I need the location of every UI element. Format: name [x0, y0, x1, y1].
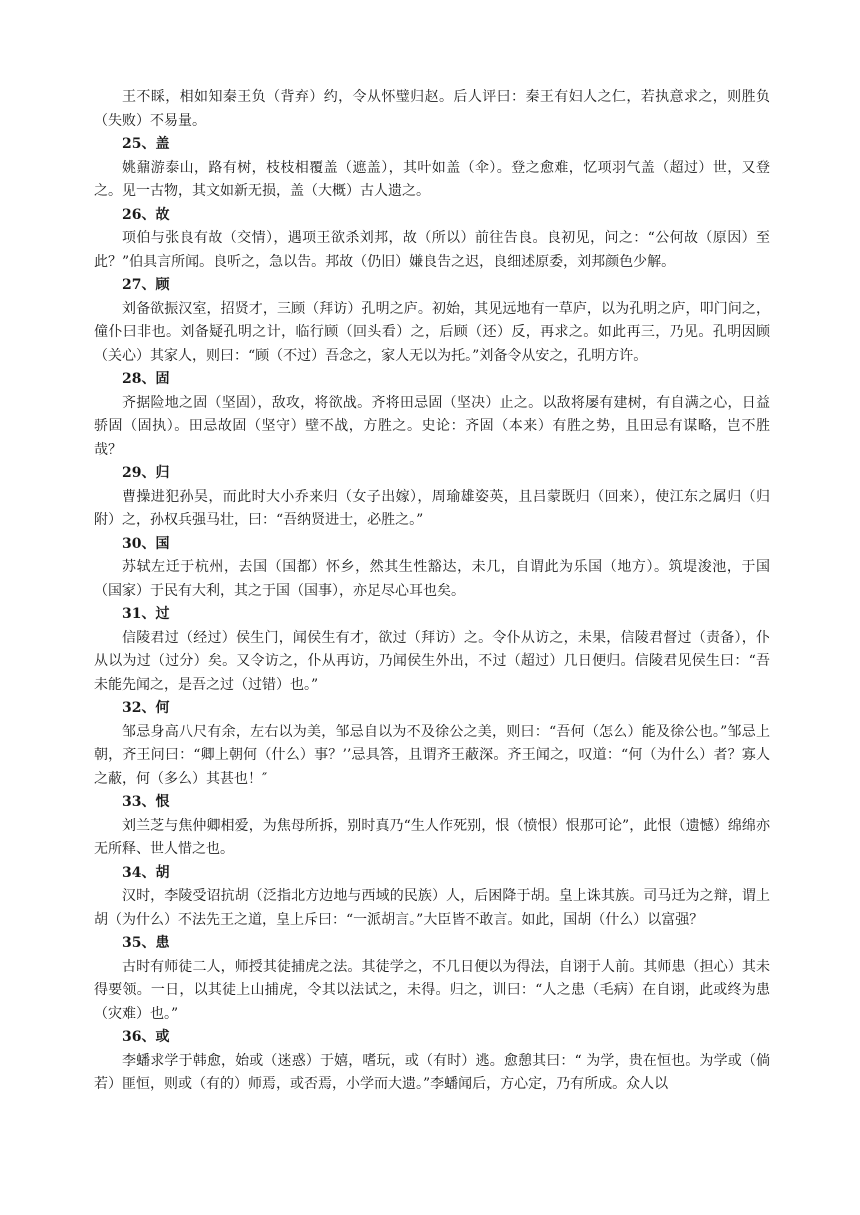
entry-heading-33: 33、恨 — [122, 794, 170, 810]
entry-heading-32: 32、何 — [122, 700, 170, 716]
entry-text-36: 李蟠求学于韩愈，始或（迷惑）于嬉，嗜玩，或（有时）逃。愈憩其曰：“ 为学，贵在恒也。为学或（倘若）匪恒，则或（有的）师焉，或否焉，小学而大遗。”李蟠闻后，方心定，乃有所成。众人以 — [94, 1052, 770, 1092]
entry-heading-26: 26、故 — [122, 206, 170, 223]
document-page — [94, 86, 770, 1097]
entry-text-34: 汉时，李陵受诏抗胡（泛指北方边地与西域的民族）人，后困降于胡。皇上诛其族。司马迁为之辩，谓上胡（为什么）不法先王之道，皇上斥曰：“一派胡言。”大臣皆不敢言。如此，国胡（什么）以富强？ — [94, 888, 770, 928]
entry-heading-31: 31、过 — [122, 606, 170, 622]
entry-text-25: 姚鼐游泰山，路有树，枝枝相覆盖（遮盖），其叶如盖（伞）。登之愈难，忆项羽气盖（超过）世，又登之。见一古物，其文如新无损，盖（大概）古人遗之。 — [94, 159, 770, 199]
entry-text-32: 邹忌身高八尺有余，左右以为美，邹忌自以为不及徐公之美，则曰：“吾何（怎么）能及徐公也。”邹忌上朝，齐王问曰：“卿上朝何（什么）事？’’忌具答，且谓齐王蔽深。齐王闻之，叹道：“何（为什么）者？寡人之蔽，何（多么）其甚也！″ — [94, 723, 770, 787]
entry-heading-28: 28、固 — [122, 371, 170, 387]
entry-text-35: 古时有师徒二人，师授其徒捕虎之法。其徒学之，不几日便以为得法，自诩于人前。其师患（担心）其未得要领。一日，以其徒上山捕虎，令其以法试之，未得。归之，训曰：“人之患（毛病）在自诩，此或终为患（灾难）也。” — [94, 958, 770, 1022]
entry-heading-25: 25、盖 — [122, 136, 170, 152]
entry-heading-34: 34、胡 — [122, 864, 170, 881]
entry-heading-27: 27、顾 — [122, 277, 170, 293]
entry-text-27: 刘备欲振汉室，招贤才，三顾（拜访）孔明之庐。初始，其见远地有一草庐，以为孔明之庐，叩门问之，僮仆曰非也。刘备疑孔明之计，临行顾（回头看）之，后顾（还）反，再求之。如此再三，乃见。孔明因顾（关心）其家人，则曰：“顾（不过）吾念之，家人无以为托。”刘备令从安之，孔明方许。 — [94, 300, 770, 364]
intro-paragraph: 王不睬，相如知秦王负（背弃）约，令从怀璧归赵。后人评曰：秦王有妇人之仁，若执意求之，则胜负（失败）不易量。 — [94, 89, 770, 129]
entry-heading-36: 36、或 — [122, 1029, 170, 1045]
entry-heading-29: 29、归 — [122, 465, 170, 481]
entry-text-33: 刘兰芝与焦仲卿相爱，为焦母所拆，别时真乃“生人作死别，恨（愤恨）恨那可论”，此恨（遗憾）绵绵亦无所释、世人惜之也。 — [94, 817, 770, 857]
entry-text-31: 信陵君过（经过）侯生门，闻侯生有才，欲过（拜访）之。令仆从访之，未果，信陵君督过（责备），仆从以为过（过分）矣。又令访之，仆从再访，乃闻侯生外出，不过（超过）几日便归。信陵君见侯生曰：“吾未能先闻之，是吾之过（过错）也。” — [94, 629, 770, 693]
entry-text-28: 齐据险地之固（坚固），敌攻，将欲战。齐将田忌固（坚决）止之。以敌将屡有建树，有自满之心，日益骄固（固执）。田忌故固（坚守）壁不战，方胜之。史论：齐固（本来）有胜之势，且田忌有谋略，岂不胜哉？ — [94, 394, 770, 458]
entry-text-26: 项伯与张良有故（交情），遇项王欲杀刘邦，故（所以）前往告良。良初见，问之：“公何故（原因）至此？”伯具言所闻。良听之，急以告。邦故（仍旧）嫌良告之迟，良细述原委，刘邦颜色少解。 — [94, 230, 770, 270]
entry-text-29: 曹操进犯孙吴，而此时大小乔来归（女子出嫁），周瑜雄姿英，且吕蒙既归（回来），使江东之属归（归附）之，孙权兵强马壮，曰：“吾纳贤进士，必胜之。” — [94, 488, 770, 528]
entry-heading-30: 30、国 — [122, 535, 170, 552]
entry-heading-35: 35、患 — [122, 935, 170, 951]
entry-text-30: 苏轼左迁于杭州，去国（国都）怀乡，然其生性豁达，未几，自谓此为乐国（地方）。筑堤浚池，于国（国家）于民有大利，其之于国（国事），亦足尽心耳也矣。 — [94, 559, 770, 599]
